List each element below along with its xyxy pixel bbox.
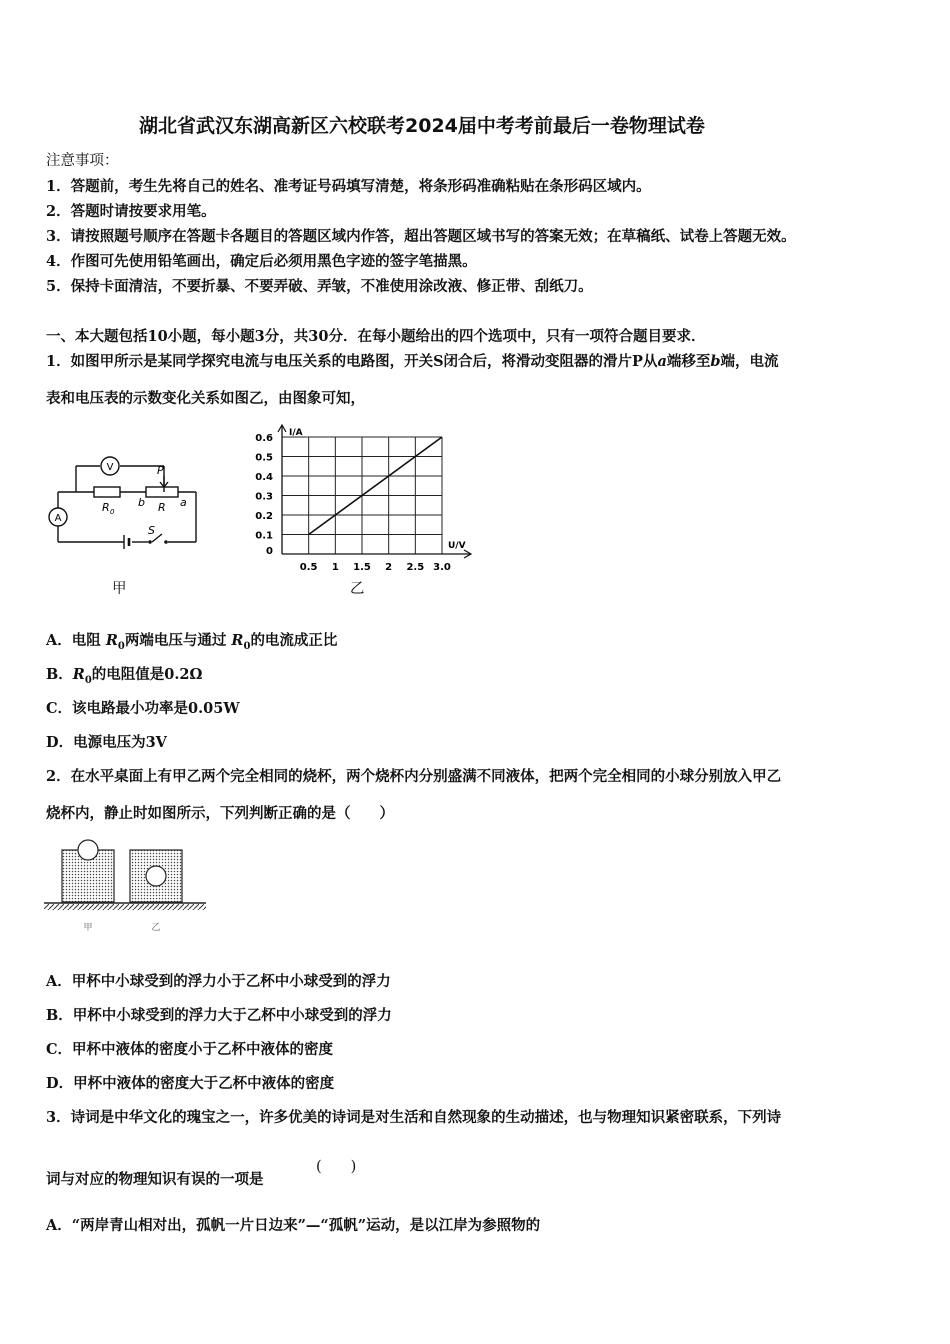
question-3-line-2: 词与对应的物理知识有误的一项是 <box>46 1171 264 1188</box>
b-label: b <box>138 496 145 509</box>
ball-jia <box>78 840 98 860</box>
q2-option-d: D．甲杯中液体的密度大于乙杯中液体的密度 <box>46 1075 335 1092</box>
series-line <box>309 437 442 535</box>
q1-option-d: D．电源电压为3V <box>46 734 167 751</box>
ball-yi <box>146 866 166 886</box>
notice-item: 1．答题前，考生先将自己的姓名、准考证号码填写清楚，将条形码准确粘贴在条形码区域内。 <box>46 178 651 195</box>
notice-heading: 注意事项： <box>46 153 119 169</box>
notice-item: 5．保持卡面清洁，不要折暴、不要弄破、弄皱，不准使用涂改液、修正带、刮纸刀。 <box>46 278 593 295</box>
beaker-yi-label: 乙 <box>151 923 161 933</box>
y-tick-label: 0.6 <box>255 433 273 444</box>
question-1-line-1: 1．如图甲所示是某同学探究电流与电压关系的电路图，开关S闭合后，将滑动变阻器的滑片P从a端移至b端，电流 <box>46 353 779 370</box>
question-2-line-1: 2．在水平桌面上有甲乙两个完全相同的烧杯，两个烧杯内分别盛满不同液体，把两个完全相同的小球分别放入甲乙 <box>46 768 782 785</box>
y-tick-label: 0.3 <box>255 491 273 503</box>
r0-label: R <box>102 501 110 514</box>
notice-item: 2．答题时请按要求用笔。 <box>46 203 216 220</box>
x-tick-label: 1 <box>331 562 339 573</box>
q3-option-a: A．“两岸青山相对出，孤帆一片日边来”—“孤帆”运动，是以江岸为参照物的 <box>46 1217 541 1234</box>
x-tick-label: 3.0 <box>433 562 451 573</box>
origin-label: 0 <box>266 546 273 557</box>
a-label: a <box>180 496 187 509</box>
y-tick-label: 0.4 <box>255 472 273 483</box>
resistor-r0 <box>94 487 120 497</box>
question-3-line-1: 3．诗词是中华文化的瑰宝之一，许多优美的诗词是对生活和自然现象的生动描述，也与物理知识紧密联系，下列诗 <box>46 1109 782 1126</box>
question-1-line-2: 表和电压表的示数变化关系如图乙，由图象可知， <box>46 390 365 407</box>
rheostat <box>146 487 178 497</box>
beakers-figure <box>44 834 214 938</box>
question-2-line-2: 烧杯内，静止时如图所示，下列判断正确的是（ ） <box>46 805 394 822</box>
notice-item: 4．作图可先使用铅笔画出，确定后必须用黑色字迹的签字笔描黑。 <box>46 253 477 270</box>
x-tick-label: 2.5 <box>406 562 425 573</box>
chart-series <box>309 437 442 535</box>
y-tick-label: 0.2 <box>255 511 273 522</box>
q1-option-c: C．该电路最小功率是0.05W <box>46 700 240 717</box>
iv-chart <box>248 420 480 576</box>
y-tick-label: 0.1 <box>255 530 273 542</box>
x-axis-label: U/V <box>448 541 466 551</box>
s-label: S <box>148 524 155 537</box>
q2-option-b: B．甲杯中小球受到的浮力大于乙杯中小球受到的浮力 <box>46 1007 392 1024</box>
beaker-jia-label: 甲 <box>83 923 93 933</box>
section-heading: 一、本大题包括10小题，每小题3分，共30分．在每小题给出的四个选项中，只有一项符合题目要求． <box>46 328 706 345</box>
circuit-diagram <box>40 450 210 560</box>
figure-yi-label: 乙 <box>350 581 365 597</box>
figure-jia-label: 甲 <box>112 581 127 597</box>
q2-option-a: A．甲杯中小球受到的浮力小于乙杯中小球受到的浮力 <box>46 973 391 990</box>
x-tick-label: 1.5 <box>353 562 371 573</box>
notice-item: 3．请按照题号顺序在答题卡各题目的答题区域内作答，超出答题区域书写的答案无效；在草稿纸、试卷上答题无效。 <box>46 228 796 245</box>
q1-option-b: B．$R_0$的电阻值是0.2Ω <box>46 666 203 686</box>
y-axis-label: I/A <box>289 428 303 438</box>
q1-option-a: A．电阻 $R_0$两端电压与通过 $R_0$的电流成正比 <box>46 632 338 652</box>
r0-sub: 0 <box>110 508 115 516</box>
q2-option-c: C．甲杯中液体的密度小于乙杯中液体的密度 <box>46 1041 334 1058</box>
page-title: 湖北省武汉东湖高新区六校联考2024届中考考前最后一卷物理试卷 <box>139 115 705 137</box>
x-tick-label: 0.5 <box>299 562 318 573</box>
r-label: R <box>158 501 166 514</box>
voltmeter-label: V <box>106 462 114 473</box>
y-tick-label: 0.5 <box>255 452 273 464</box>
answer-paren: ( ) <box>316 1159 357 1175</box>
ammeter-label: A <box>54 513 62 524</box>
x-tick-label: 2 <box>385 562 393 573</box>
p-label: P <box>157 464 164 477</box>
